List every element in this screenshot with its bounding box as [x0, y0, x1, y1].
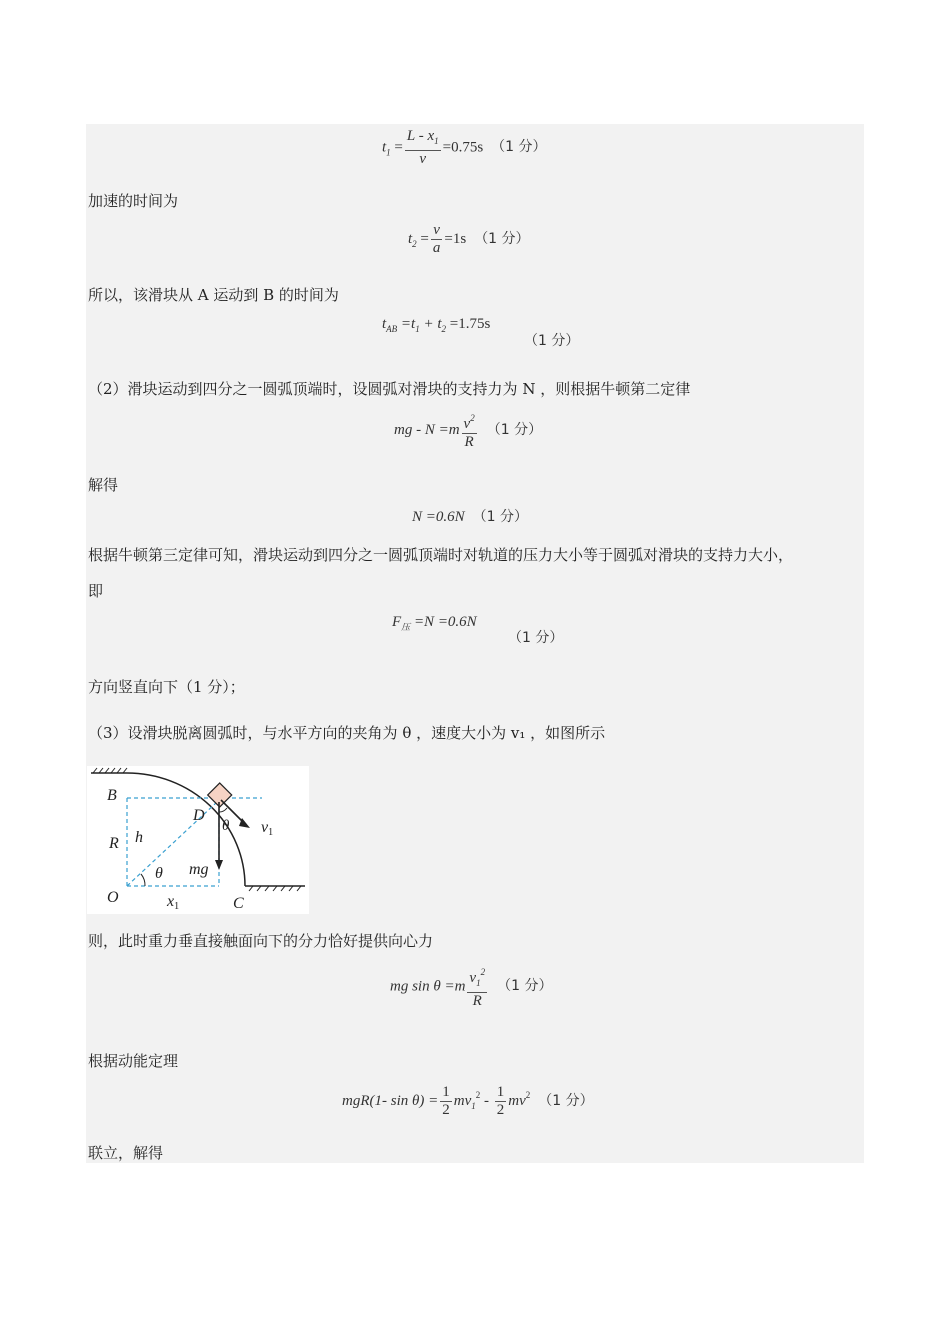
text-part3: （3）设滑块脱离圆弧时，与水平方向的夹角为 θ ，速度大小为 v₁ ，如图所示	[88, 724, 606, 742]
eq-energy-sup2: 2	[525, 1089, 531, 1100]
physics-diagram	[87, 766, 309, 914]
equation-t1: $t_1$ = $\frac{L - x_1}{v}$ =0.75s （1 分）	[382, 128, 547, 167]
eq-energy-half2-num: 1	[496, 1084, 505, 1100]
eq-t2-den: a	[432, 240, 441, 256]
label-x1: x1	[167, 893, 180, 912]
eq-newton-lhs: mg - N =m	[394, 421, 460, 438]
equation-t2: $t_2$ = $\frac{v}{a}$ =1s （1 分）	[408, 222, 530, 256]
eq-energy-minus: -	[480, 1092, 493, 1109]
equation-f	[392, 614, 477, 633]
equation-centripetal	[390, 964, 552, 1010]
eq-f-lhs: F	[392, 614, 402, 630]
eq-newton-num: v	[463, 416, 471, 432]
equation-newton	[394, 410, 542, 451]
equation-tab-score	[516, 330, 579, 350]
angle-arc-o	[141, 874, 145, 886]
eq-t2-score: （1 分）	[474, 230, 530, 247]
text-energy: 根据动能定理	[88, 1052, 179, 1070]
eq-energy-half-1	[440, 1084, 452, 1119]
mg-arrow-head	[215, 860, 223, 870]
text-gravity: 则，此时重力垂直接触面向下的分力恰好提供向心力	[88, 932, 434, 950]
eq-newton-den: R	[464, 434, 474, 450]
eq-t1-score: （1 分）	[491, 139, 547, 156]
label-b: B	[107, 787, 117, 804]
eq-tab-sub2: 2	[441, 324, 447, 334]
label-theta-o: θ	[155, 865, 163, 882]
eq-energy-half2-den: 2	[496, 1102, 505, 1118]
label-o: O	[107, 889, 119, 906]
eq-centripetal-fraction	[467, 964, 487, 1010]
equation-tab	[382, 316, 490, 334]
eq-t1-den: v	[419, 151, 427, 167]
eq-centripetal-score: （1 分）	[497, 978, 553, 995]
angle-arc-d	[219, 808, 227, 812]
eq-tab-result: =1.75s	[446, 316, 491, 332]
text-ji: 即	[88, 582, 104, 600]
eq-f-rest: =N =0.6N	[410, 614, 477, 630]
eq-centripetal-lhs: mg sin θ =m	[390, 978, 466, 995]
eq-n-score: （1 分）	[472, 509, 528, 525]
eq-t1-lhs: t	[382, 139, 387, 156]
eq-t2-num: v	[431, 222, 443, 240]
text-direction: 方向竖直向下（1 分）；	[88, 678, 245, 696]
eq-tab-sub1: 1	[415, 324, 420, 334]
equation-energy	[342, 1084, 594, 1119]
equation-n	[412, 506, 528, 526]
eq-energy-lhs: mgR(1- sin θ) =	[342, 1092, 439, 1109]
eq-t2-result: =1s	[444, 230, 467, 247]
equation-f-score	[500, 627, 563, 647]
eq-tab-rest: =t	[397, 316, 416, 332]
eq-energy-sup1: 2	[475, 1089, 481, 1100]
label-d: D	[193, 807, 205, 824]
label-theta-d: θ	[222, 818, 230, 834]
eq-tab-t: t	[382, 316, 387, 332]
eq-n-text: N =0.6N	[412, 509, 465, 525]
eq-t1-num-sub: 1	[434, 136, 439, 146]
eq-f-lhs-sub: 压	[401, 622, 411, 632]
text-solve: 解得	[88, 476, 119, 494]
eq-t1-result: =0.75s	[442, 139, 484, 156]
eq-t2-lhs-sub: 2	[412, 238, 417, 249]
label-mg: mg	[189, 861, 209, 878]
eq-t2-fraction	[431, 222, 443, 257]
eq-tab-sub: AB	[386, 324, 398, 334]
eq-tab-score: （1 分）	[524, 333, 580, 349]
label-v1: v1	[261, 819, 274, 838]
eq-energy-score: （1 分）	[538, 1092, 594, 1109]
eq-t1-fraction	[405, 128, 441, 168]
eq-energy-mv: mv	[508, 1092, 526, 1109]
eq-newton-num-sup: 2	[470, 413, 475, 423]
eq-newton-fraction	[462, 410, 477, 451]
eq-f-score: （1 分）	[508, 630, 564, 646]
text-combine: 联立，解得	[88, 1144, 164, 1162]
label-h: h	[135, 829, 143, 846]
eq-t1-lhs-sub: 1	[386, 147, 391, 158]
eq-t1-num: L - x	[406, 128, 435, 144]
solution-content	[86, 124, 864, 1163]
label-r: R	[109, 835, 119, 852]
eq-centripetal-num: v	[469, 970, 477, 986]
text-part2: （2）滑块运动到四分之一圆弧顶端时，设圆弧对滑块的支持力为 N ，则根据牛顿第二定律	[88, 380, 691, 398]
text-third-law: 根据牛顿第三定律可知，滑块运动到四分之一圆弧顶端时对轨道的压力大小等于圆弧对滑块的支持力大小，	[88, 546, 794, 564]
diagram-svg	[87, 766, 309, 914]
eq-energy-mv1: mv	[453, 1092, 472, 1109]
eq-t2-lhs: t	[408, 230, 413, 247]
eq-newton-score: （1 分）	[486, 421, 543, 438]
eq-tab-plus: + t	[419, 316, 442, 332]
label-c: C	[233, 895, 244, 912]
eq-centripetal-den: R	[472, 993, 482, 1009]
eq-energy-half-num: 1	[442, 1084, 450, 1100]
eq-energy-half-2	[495, 1084, 507, 1119]
eq-energy-half-den: 2	[442, 1102, 450, 1118]
eq-centripetal-num-sup: 2	[480, 967, 486, 977]
text-so: 所以，该滑块从 A 运动到 B 的时间为	[88, 286, 339, 304]
eq-energy-sub1: 1	[471, 1100, 476, 1111]
text-accel: 加速的时间为	[88, 192, 179, 210]
eq-centripetal-num-sub: 1	[476, 978, 481, 988]
